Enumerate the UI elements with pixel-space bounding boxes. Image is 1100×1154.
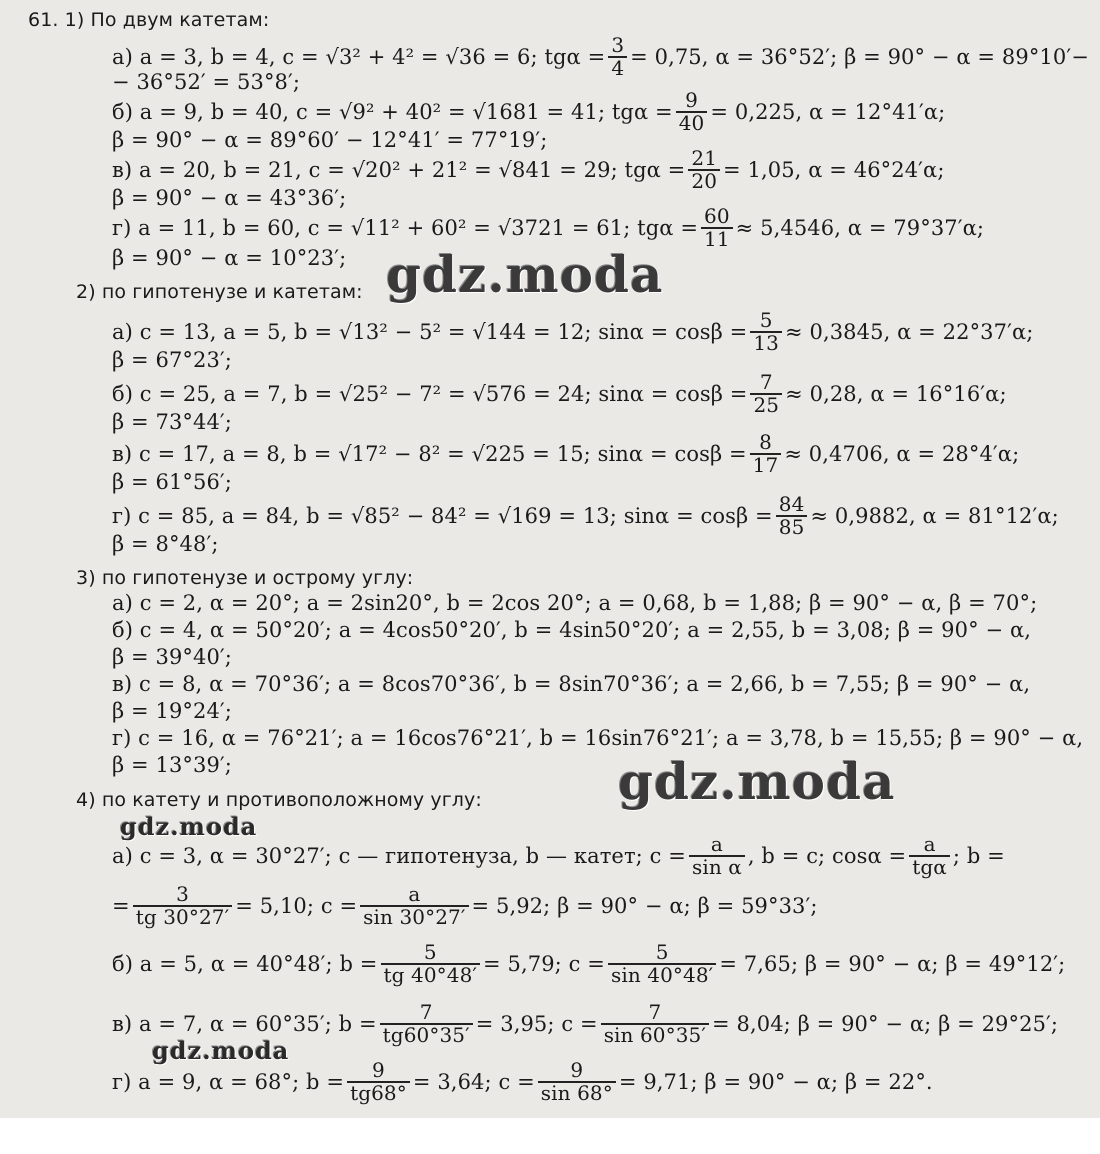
- fraction: [133, 884, 233, 928]
- fraction-numerator: a: [923, 832, 936, 856]
- math-text: 2) по гипотенузе и катетам:: [76, 281, 363, 303]
- math-line: [112, 308, 1034, 355]
- fraction: [909, 834, 950, 878]
- fraction-numerator: 21: [691, 146, 718, 170]
- math-text: ≈ 5,4546, α = 79°37′α;: [735, 216, 985, 240]
- math-text: ≈ 0,4706, α = 28°4′α;: [784, 442, 1020, 466]
- math-text: ; b =: [952, 844, 1005, 868]
- fraction-denominator: 17: [750, 453, 782, 476]
- math-text: 4) по катету и противоположному углу:: [76, 789, 482, 811]
- math-line: [112, 832, 1005, 879]
- math-text: β = 67°23′;: [112, 348, 232, 372]
- fraction-denominator: 40: [676, 111, 708, 134]
- math-text: = 9,71; β = 90° − α; β = 22°.: [618, 1070, 933, 1094]
- math-text: = 3,95; c =: [475, 1012, 598, 1036]
- math-text: = 0,225, α = 12°41′α;: [710, 100, 946, 124]
- math-text: в) a = 20, b = 21, c = √20² + 21² = √841 = 29; tgα =: [112, 158, 686, 182]
- math-text: = 3,64; c =: [412, 1070, 535, 1094]
- fraction-numerator: 8: [759, 430, 772, 454]
- fraction: [750, 372, 782, 416]
- math-text: β = 19°24′;: [112, 699, 232, 723]
- math-text: в) c = 8, α = 70°36′; a = 8cos70°36′, b = 8sin70°36′; a = 2,66, b = 7,55; β = 90° − α,: [112, 672, 1031, 696]
- math-text: = 5,92; β = 90° − α; β = 59°33′;: [471, 894, 818, 918]
- fraction: [538, 1060, 616, 1104]
- fraction-denominator: tg60°35′: [380, 1023, 473, 1046]
- fraction-numerator: 7: [419, 1000, 433, 1024]
- math-text: = 8,04; β = 90° − α; β = 29°25′;: [712, 1012, 1059, 1036]
- math-text: б) a = 5, α = 40°48′; b =: [112, 952, 378, 976]
- fraction-denominator: 25: [750, 393, 782, 416]
- math-text: г) c = 85, a = 84, b = √85² − 84² = √169 = 13; sinα = cosβ =: [112, 504, 773, 528]
- fraction: [689, 834, 745, 878]
- math-line: [112, 430, 1020, 477]
- math-text: а) c = 3, α = 30°27′; c — гипотенуза, b — катет; c =: [112, 844, 686, 868]
- math-text: б) c = 25, a = 7, b = √25² − 7² = √576 = 24; sinα = cosβ =: [112, 382, 748, 406]
- fraction-denominator: tgα: [909, 855, 950, 878]
- fraction-denominator: 11: [701, 227, 733, 250]
- fraction-denominator: 13: [750, 331, 782, 354]
- watermark-text: gdz.moda: [618, 752, 896, 811]
- math-text: ≈ 0,9882, α = 81°12′α;: [810, 504, 1059, 528]
- math-line: [112, 940, 1066, 987]
- math-text: б) c = 4, α = 50°20′; a = 4cos50°20′, b = 4sin50°20′; a = 2,55, b = 3,08; β = 90° − α,: [112, 618, 1032, 642]
- fraction-numerator: 5: [423, 940, 437, 964]
- fraction: [347, 1060, 410, 1104]
- section-heading: [28, 0, 269, 40]
- fraction-numerator: 9: [372, 1058, 385, 1082]
- fraction-numerator: 9: [685, 88, 698, 112]
- fraction-numerator: 7: [759, 370, 773, 394]
- math-text: β = 73°44′;: [112, 410, 232, 434]
- fraction-numerator: 7: [648, 1000, 662, 1024]
- math-text: β = 39°40′;: [112, 645, 232, 669]
- fraction-denominator: 85: [776, 515, 808, 538]
- math-text: в) c = 17, a = 8, b = √17² − 8² = √225 = 15; sinα = cosβ =: [112, 442, 747, 466]
- math-text: ≈ 0,28, α = 16°16′α;: [785, 382, 1007, 406]
- fraction-numerator: 84: [778, 492, 805, 516]
- math-text: , b = c; cosα =: [747, 844, 907, 868]
- fraction: [381, 942, 481, 986]
- watermark-text: gdz.moda: [152, 1036, 290, 1065]
- math-text: в) a = 7, α = 60°35′; b =: [112, 1012, 377, 1036]
- fraction-denominator: 20: [688, 169, 720, 192]
- math-text: б) a = 9, b = 40, c = √9² + 40² = √1681 = 41; tgα =: [112, 100, 673, 124]
- fraction: [601, 1002, 709, 1046]
- math-text: 3) по гипотенузе и острому углу:: [76, 567, 414, 589]
- math-text: а) c = 13, a = 5, b = √13² − 5² = √144 = 12; sinα = cosβ =: [112, 320, 748, 344]
- fraction-denominator: sin 68°: [538, 1081, 616, 1104]
- fraction: [701, 206, 733, 250]
- fraction: [676, 90, 708, 134]
- fraction: [608, 35, 627, 79]
- fraction-denominator: sin 40°48′: [608, 963, 716, 986]
- fraction: [608, 942, 716, 986]
- math-text: − 36°52′ = 53°8′;: [112, 70, 301, 94]
- fraction-numerator: 3: [176, 882, 189, 906]
- fraction-denominator: tg68°: [347, 1081, 410, 1104]
- fraction-denominator: tg 40°48′: [381, 963, 481, 986]
- math-line: [112, 664, 1030, 704]
- fraction: [688, 148, 720, 192]
- fraction-denominator: 4: [608, 56, 627, 79]
- fraction-numerator: a: [710, 832, 723, 856]
- fraction: [380, 1002, 473, 1046]
- math-line: [112, 1058, 933, 1105]
- math-text: = 1,05, α = 46°24′α;: [723, 158, 945, 182]
- fraction-numerator: 60: [704, 204, 730, 228]
- math-text: β = 8°48′;: [112, 532, 219, 556]
- math-text: = 5,10; c =: [235, 894, 358, 918]
- fraction-numerator: 5: [759, 308, 773, 332]
- math-text: β = 90° − α = 89°60′ − 12°41′ = 77°19′;: [112, 128, 548, 152]
- math-text: β = 90° − α = 43°36′;: [112, 186, 347, 210]
- math-text: β = 61°56′;: [112, 470, 232, 494]
- fraction: [360, 884, 468, 928]
- fraction: [750, 310, 782, 354]
- math-line: [112, 610, 1031, 650]
- fraction-numerator: 5: [655, 940, 669, 964]
- math-text: = 7,65; β = 90° − α; β = 49°12′;: [719, 952, 1066, 976]
- math-text: β = 90° − α = 10°23′;: [112, 246, 347, 270]
- math-text: ≈ 0,3845, α = 22°37′α;: [785, 320, 1034, 344]
- section-heading: [76, 272, 363, 312]
- fraction-denominator: sin 60°35′: [601, 1023, 709, 1046]
- fraction: [750, 432, 782, 476]
- math-line: [112, 492, 1059, 539]
- watermark-text: gdz.moda: [386, 245, 664, 304]
- math-text: а) c = 2, α = 20°; a = 2sin20°, b = 2cos 20°; a = 0,68, b = 1,88; β = 90° − α, β = 70°;: [112, 591, 1038, 615]
- fraction-numerator: 9: [570, 1058, 584, 1082]
- math-text: = 5,79; c =: [483, 952, 605, 976]
- math-text: г) a = 9, α = 68°; b =: [112, 1070, 345, 1094]
- fraction-denominator: sin 30°27′: [360, 905, 468, 928]
- math-text: =: [112, 894, 130, 918]
- fraction-denominator: sin α: [689, 855, 745, 878]
- fraction-numerator: 3: [611, 33, 625, 57]
- watermark-text: gdz.moda: [120, 812, 258, 841]
- fraction-numerator: a: [408, 882, 421, 906]
- math-line: [112, 882, 818, 929]
- math-line: [112, 745, 232, 785]
- math-line: [112, 370, 1007, 417]
- math-line: [112, 718, 1083, 758]
- math-text: г) a = 11, b = 60, c = √11² + 60² = √3721 = 61; tgα =: [112, 216, 699, 240]
- math-text: = 0,75, α = 36°52′; β = 90° − α = 89°10′−: [630, 45, 1089, 69]
- page-bottom-margin: [0, 1118, 1100, 1154]
- math-text: 61. 1) По двум катетам:: [28, 9, 270, 31]
- math-text: г) c = 16, α = 76°21′; a = 16cos76°21′, b = 16sin76°21′; a = 3,78, b = 15,55; β = 90° − α,: [112, 726, 1084, 750]
- math-text: а) a = 3, b = 4, c = √3² + 4² = √36 = 6; tgα =: [112, 45, 606, 69]
- fraction: [776, 494, 808, 538]
- fraction-denominator: tg 30°27′: [133, 905, 233, 928]
- math-text: β = 13°39′;: [112, 753, 232, 777]
